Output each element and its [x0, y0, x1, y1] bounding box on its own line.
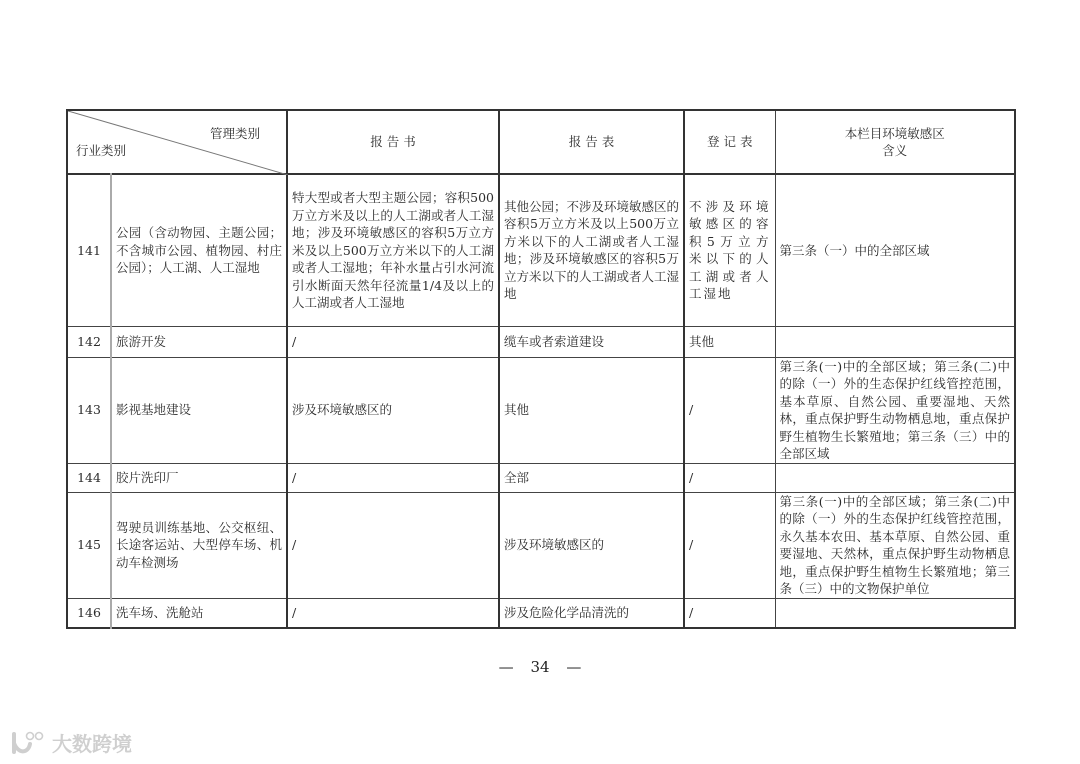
header-registration-form: 登 记 表 [684, 110, 775, 174]
watermark [10, 728, 132, 757]
diagonal-header-cell [67, 110, 287, 174]
sensitive-area-cell: 第三条（一）中的全部区域 [775, 174, 1015, 326]
industry-cell: 驾驶员训练基地、公交枢纽、长途客运站、大型停车场、机动车检测场 [111, 492, 287, 598]
report-form-cell: 全部 [499, 463, 684, 492]
table-row [67, 357, 1015, 463]
registration-cell: 不涉及环境敏感区的容积5万立方米以下的人工湖或者人工湿地 [684, 174, 775, 326]
report-book-cell: / [287, 463, 499, 492]
header-sensitive-area [775, 110, 1015, 174]
sensitive-area-cell: 第三条(一)中的全部区域；第三条(二)中的除（一）外的生态保护红线管控范围，基本草原、自然公园、重要湿地、天然林，重点保护野生动物栖息地，重点保护野生植物生长繁殖地；第三条（三）中的全部区域 [775, 357, 1015, 463]
page-number-dash-left: — [498, 658, 514, 676]
industry-cell: 洗车场、洗舱站 [111, 598, 287, 628]
sensitive-area-cell [775, 598, 1015, 628]
page-number-dash-right: — [566, 658, 582, 676]
report-form-cell: 缆车或者索道建设 [499, 326, 684, 357]
header-report-book: 报 告 书 [287, 110, 499, 174]
row-number: 142 [67, 326, 111, 357]
industry-cell: 胶片洗印厂 [111, 463, 287, 492]
report-form-cell: 涉及环境敏感区的 [499, 492, 684, 598]
table-row [67, 326, 1015, 357]
report-form-cell: 涉及危险化学品清洗的 [499, 598, 684, 628]
table-row [67, 598, 1015, 628]
row-number: 141 [67, 174, 111, 326]
header-report-form: 报 告 表 [499, 110, 684, 174]
table-row [67, 463, 1015, 492]
sensitive-area-cell [775, 326, 1015, 357]
management-category-label: 管理类别 [209, 126, 260, 141]
report-book-cell: 涉及环境敏感区的 [287, 357, 499, 463]
eia-classification-table [66, 109, 1016, 629]
registration-cell: / [684, 598, 775, 628]
registration-cell: / [684, 463, 775, 492]
row-number: 144 [67, 463, 111, 492]
header-sensitive-line1: 本栏目环境敏感区 [844, 125, 945, 141]
row-number: 145 [67, 492, 111, 598]
page-number-value: 34 [530, 658, 550, 676]
sensitive-area-cell: 第三条(一)中的全部区域；第三条(二)中的除（一）外的生态保护红线管控范围，永久基本农田、基本草原、自然公园、重要湿地、天然林，重点保护野生动物栖息地，重点保护野生植物生长繁殖地；第三条（三）中的文物保护单位 [775, 492, 1015, 598]
table-row [67, 174, 1015, 326]
report-book-cell: / [287, 598, 499, 628]
watermark-text: 大数跨境 [52, 732, 132, 756]
registration-cell: / [684, 492, 775, 598]
header-sensitive-line2: 含义 [882, 143, 908, 158]
watermark-logo-icon [10, 730, 46, 756]
row-number: 143 [67, 357, 111, 463]
page-number [0, 658, 1080, 676]
registration-cell: / [684, 357, 775, 463]
industry-category-label: 行业类别 [76, 142, 127, 158]
table-row [67, 492, 1015, 598]
row-number: 146 [67, 598, 111, 628]
report-book-cell: / [287, 492, 499, 598]
report-form-cell: 其他公园；不涉及环境敏感区的容积5万立方米及以上500万立方米以下的人工湖或者人工湿地；涉及环境敏感区的容积5万立方米以下的人工湖或者人工湿地 [499, 174, 684, 326]
report-form-cell: 其他 [499, 357, 684, 463]
sensitive-area-cell [775, 463, 1015, 492]
report-book-cell: 特大型或者大型主题公园；容积500万立方米及以上的人工湖或者人工湿地；涉及环境敏感区的容积5万立方米及以上500万立方米以下的人工湖或者人工湿地；年补水量占引水河流引水断面天然年径流量1/4及以上的人工湖或者人工湿地 [287, 174, 499, 326]
industry-cell: 公园（含动物园、主题公园；不含城市公园、植物园、村庄公园）；人工湖、人工湿地 [111, 174, 287, 326]
registration-cell: 其他 [684, 326, 775, 357]
industry-cell: 旅游开发 [111, 326, 287, 357]
industry-cell: 影视基地建设 [111, 357, 287, 463]
report-book-cell: / [287, 326, 499, 357]
table-header-row [67, 110, 1015, 174]
